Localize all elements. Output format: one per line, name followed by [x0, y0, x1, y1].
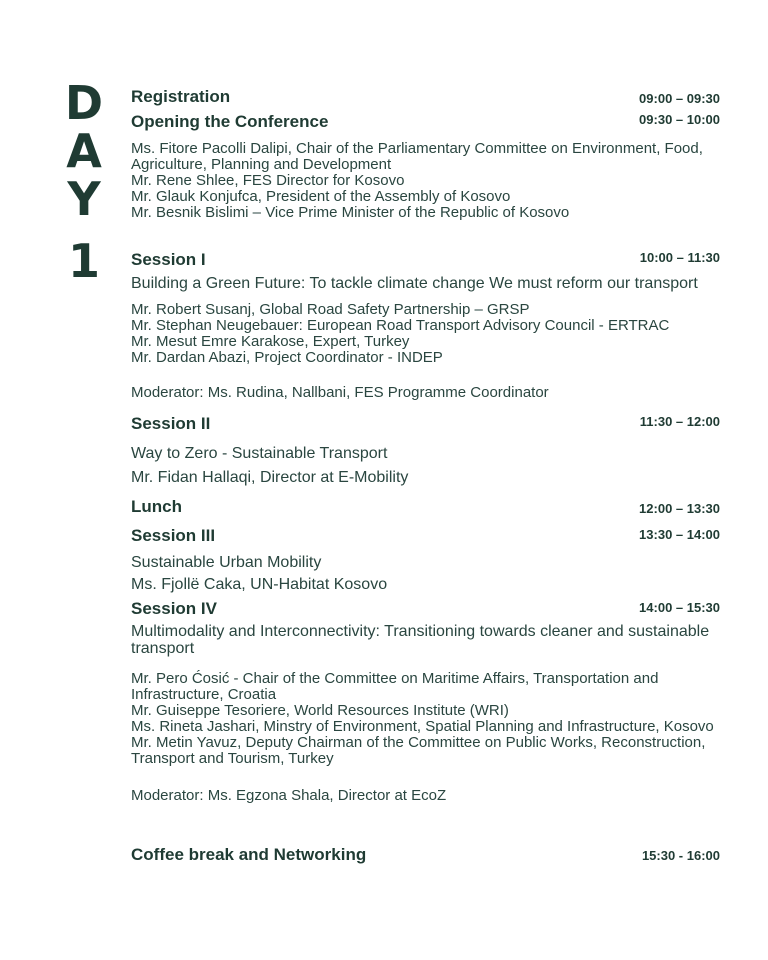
speaker-line: Mr. Glauk Konjufca, President of the Assembly of Kosovo: [131, 188, 511, 205]
opening-speakers: [131, 141, 731, 221]
speaker-line: Mr. Mesut Emre Karakose, Expert, Turkey: [131, 333, 410, 350]
speaker-line: Transport and Tourism, Turkey: [131, 750, 334, 767]
day-letter-y: Y: [67, 172, 101, 226]
speaker-line: Mr. Metin Yavuz, Deputy Chairman of the Committee on Public Works, Reconstruction,: [131, 734, 706, 751]
speaker-line: Mr. Dardan Abazi, Project Coordinator - INDEP: [131, 349, 443, 366]
speaker-line: Infrastructure, Croatia: [131, 686, 277, 703]
session1-speakers: [131, 302, 731, 366]
opening-time: 09:30 – 10:00: [639, 112, 720, 127]
day-number: 1: [67, 234, 100, 288]
session2-topic: Way to Zero - Sustainable Transport: [131, 445, 388, 462]
session1-moderator: Moderator: Ms. Rudina, Nallbani, FES Programme Coordinator: [131, 384, 549, 401]
speaker-line: Ms. Rineta Jashari, Minstry of Environment, Spatial Planning and Infrastructure, Kosovo: [131, 718, 714, 735]
registration-title: Registration: [131, 87, 231, 106]
session4-speakers: [131, 671, 731, 767]
speaker-line: Mr. Pero Ćosić - Chair of the Committee on Maritime Affairs, Transportation and: [131, 670, 659, 687]
session4-time: 14:00 – 15:30: [639, 600, 720, 615]
session3-topic: Sustainable Urban Mobility: [131, 554, 322, 571]
session4-title: Session IV: [131, 599, 217, 618]
registration-time: 09:00 – 09:30: [639, 91, 720, 106]
session1-title: Session I: [131, 250, 206, 269]
session4-topic: [131, 623, 731, 657]
lunch-title: Lunch: [131, 497, 182, 516]
speaker-line: Mr. Besnik Bislimi – Vice Prime Minister of the Republic of Kosovo: [131, 204, 570, 221]
speaker-line: Agriculture, Planning and Development: [131, 156, 392, 173]
opening-title: Opening the Conference: [131, 112, 329, 131]
session2-time: 11:30 – 12:00: [639, 414, 720, 429]
lunch-time: 12:00 – 13:30: [639, 501, 720, 516]
topic-line: Multimodality and Interconnectivity: Transitioning towards cleaner and sustainable: [131, 623, 710, 640]
day-letter-d: D: [64, 76, 104, 130]
speaker-line: Mr. Robert Susanj, Global Road Safety Partnership – GRSP: [131, 301, 530, 318]
speaker-line: Ms. Fitore Pacolli Dalipi, Chair of the Parliamentary Committee on Environment, Food,: [131, 140, 703, 157]
session1-topic: Building a Green Future: To tackle climate change We must reform our transport: [131, 275, 698, 292]
day-letter-a: A: [66, 124, 102, 178]
speaker-line: Mr. Rene Shlee, FES Director for Kosovo: [131, 172, 405, 189]
speaker-line: Mr. Stephan Neugebauer: European Road Transport Advisory Council - ERTRAC: [131, 317, 670, 334]
coffee-break-time: 15:30 - 16:00: [641, 848, 720, 863]
session4-moderator: Moderator: Ms. Egzona Shala, Director at EcoZ: [131, 787, 447, 804]
topic-line: transport: [131, 640, 195, 657]
session3-title: Session III: [131, 526, 216, 545]
speaker-line: Mr. Guiseppe Tesoriere, World Resources Institute (WRI): [131, 702, 509, 719]
session2-title: Session II: [131, 414, 211, 433]
coffee-break-title: Coffee break and Networking: [131, 845, 367, 864]
session3-speaker: Ms. Fjollë Caka, UN-Habitat Kosovo: [131, 576, 388, 593]
session3-time: 13:30 – 14:00: [639, 527, 720, 542]
session2-speaker: Mr. Fidan Hallaqi, Director at E-Mobility: [131, 469, 409, 486]
session1-time: 10:00 – 11:30: [639, 250, 720, 265]
